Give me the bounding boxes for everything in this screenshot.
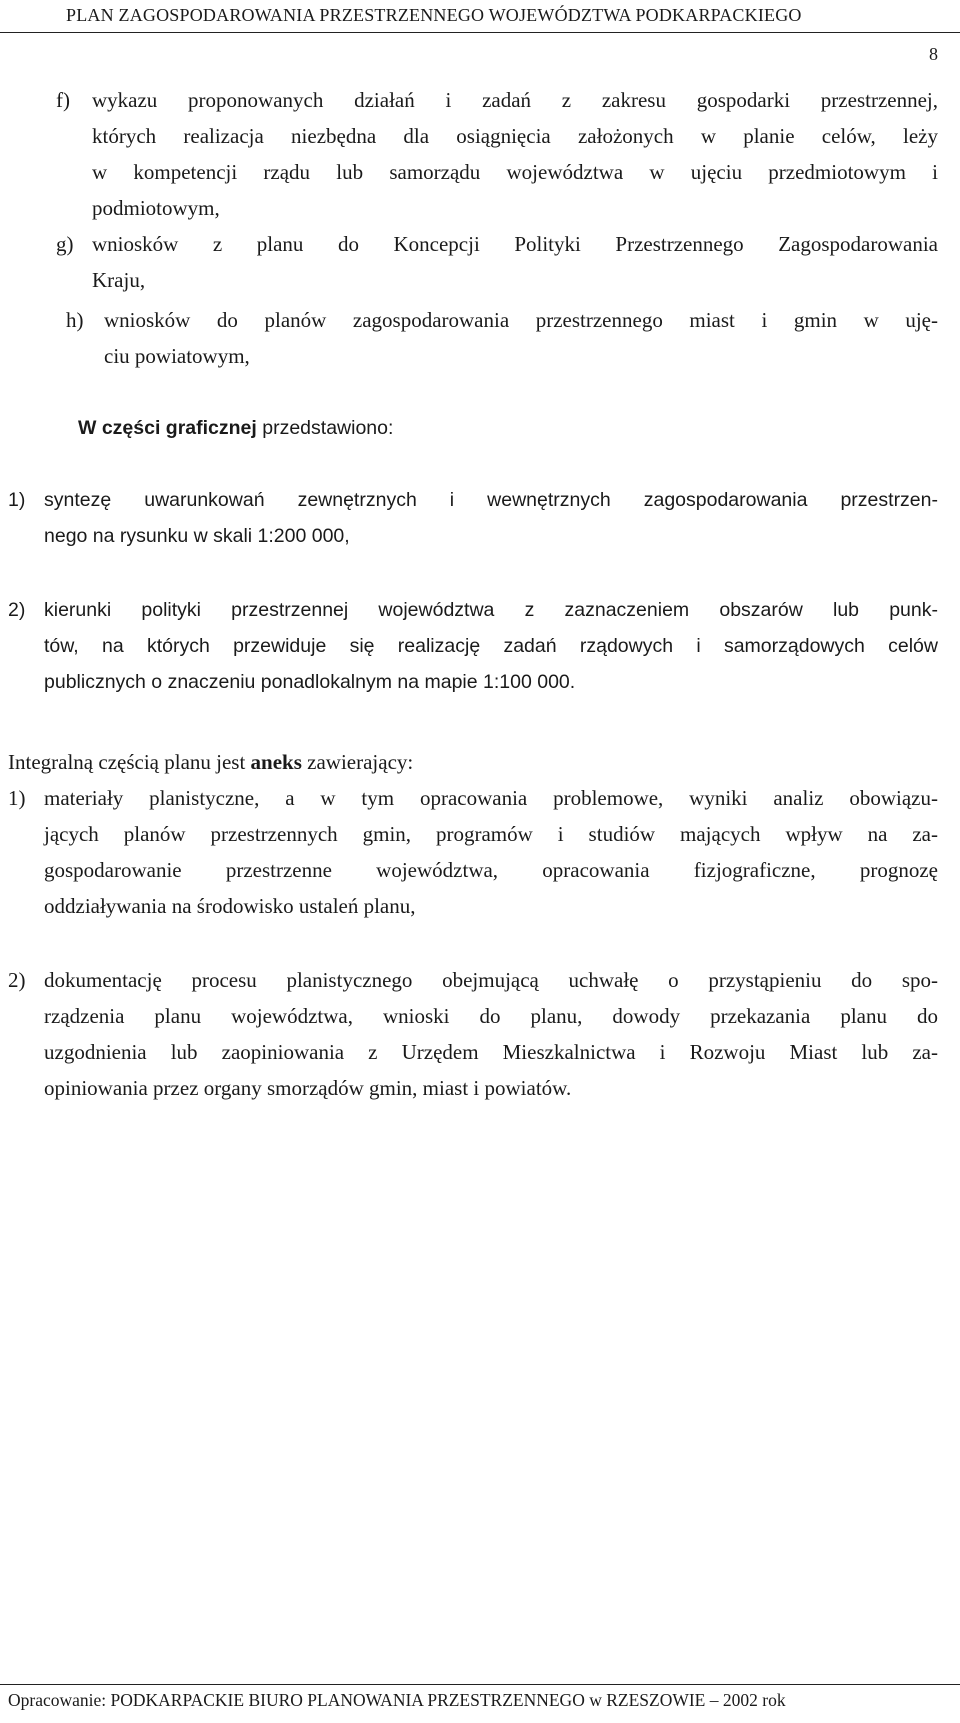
annex-intro (8, 744, 413, 780)
text-line: rządzenia planu województwa, wnioski do planu, dowody przekazania planu do (44, 1004, 938, 1028)
list-marker: 2) (8, 599, 26, 621)
list-item-text (104, 302, 938, 374)
page-footer: Opracowanie: PODKARPACKIE BIURO PLANOWANIA PRZESTRZENNEGO w RZESZOWIE – 2002 rok (8, 1690, 786, 1710)
list-marker: h) (66, 308, 84, 332)
text-line: jących planów przestrzennych gmin, programów i studiów mających wpływ na za- (44, 822, 938, 846)
list-marker: g) (56, 232, 74, 256)
graphic-section-intro (78, 410, 393, 446)
list-item-text (44, 482, 938, 554)
text-line: Kraju, (92, 268, 146, 292)
list-item-text (92, 226, 938, 298)
text-line: materiały planistyczne, a w tym opracowania problemowe, wyniki analiz obowiązu- (44, 786, 938, 810)
text-line: opiniowania przez organy smorządów gmin, miast i powiatów. (44, 1076, 572, 1100)
footer-divider (0, 1684, 960, 1685)
list-item-text (44, 780, 938, 924)
list-item-h (66, 302, 938, 374)
graphic-item-1 (8, 482, 938, 554)
header-divider (0, 32, 960, 33)
graphic-section-label: W części graficznej (78, 417, 257, 439)
list-item-g (56, 226, 938, 298)
text-line: publicznych o znaczeniu ponadlokalnym na mapie 1:100 000. (44, 671, 576, 693)
text-line: podmiotowym, (92, 196, 220, 220)
text-line: uzgodnienia lub zaopiniowania z Urzędem Mieszkalnictwa i Rozwoju Miast lub za- (44, 1040, 938, 1064)
list-marker: f) (56, 88, 70, 112)
annex-item-2 (8, 962, 938, 1106)
text-line: wniosków do planów zagospodarowania przestrzennego miast i gmin w uję- (104, 308, 938, 332)
text-line: kierunki polityki przestrzennej województwa z zaznaczeniem obszarów lub punk- (44, 599, 938, 621)
text-line: ciu powiatowym, (104, 344, 250, 368)
graphic-section-rest: przedstawiono: (256, 417, 394, 439)
text-line: syntezę uwarunkowań zewnętrznych i wewnętrznych zagospodarowania przestrzen- (44, 489, 938, 511)
page-header (0, 0, 960, 34)
text-line: tów, na których przewiduje się realizację zadań rządowych i samorządowych celów (44, 635, 938, 657)
text-line: nego na rysunku w skali 1:200 000, (44, 525, 350, 547)
list-marker: 1) (8, 489, 26, 511)
document-title: PLAN ZAGOSPODAROWANIA PRZESTRZENNEGO WOJEWÓDZTWA PODKARPACKIEGO (66, 5, 802, 25)
text-line: wniosków z planu do Koncepcji Polityki Przestrzennego Zagospodarowania (92, 232, 938, 256)
list-item-f (56, 82, 938, 226)
list-marker: 2) (8, 968, 26, 992)
text-line: w kompetencji rządu lub samorządu województwa w ujęciu przedmiotowym i (92, 160, 938, 184)
graphic-item-2 (8, 592, 938, 700)
text-line: wykazu proponowanych działań i zadań z zakresu gospodarki przestrzennej, (92, 88, 938, 112)
annex-item-1 (8, 780, 938, 924)
text-line: oddziaływania na środowisko ustaleń planu, (44, 894, 416, 918)
list-marker: 1) (8, 786, 26, 810)
page-number: 8 (929, 44, 938, 64)
text-line: których realizacja niezbędna dla osiągnięcia założonych w planie celów, leży (92, 124, 938, 148)
list-item-text (92, 82, 938, 226)
list-item-text (44, 962, 938, 1106)
annex-intro-after: zawierający: (301, 750, 414, 774)
text-line: gospodarowanie przestrzenne województwa, opracowania fizjograficzne, prognozę (44, 858, 938, 882)
annex-intro-before: Integralną częścią planu jest (8, 750, 251, 774)
list-item-text (44, 592, 938, 700)
annex-label: aneks (250, 750, 302, 774)
text-line: dokumentację procesu planistycznego obejmującą uchwałę o przystąpieniu do spo- (44, 968, 938, 992)
